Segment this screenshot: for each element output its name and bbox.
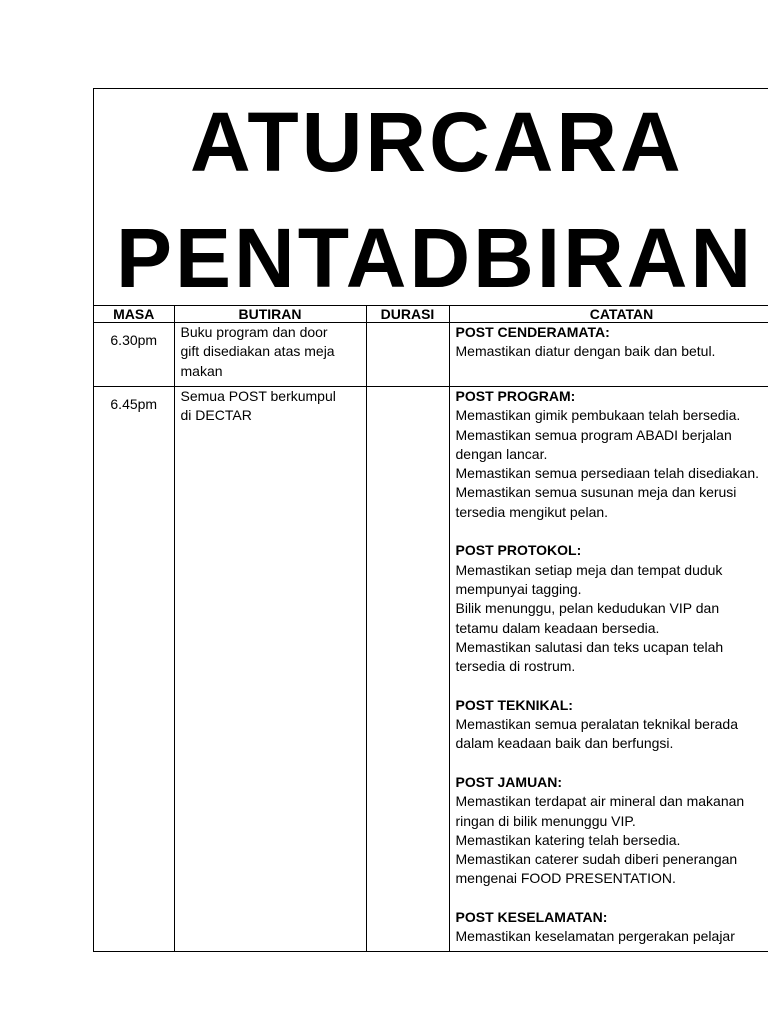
note-line: tetamu dalam keadaan bersedia. xyxy=(455,619,660,636)
note-heading: POST CENDERAMATA: xyxy=(455,324,610,340)
note-line: Memastikan caterer sudah diberi penerangan xyxy=(455,851,738,868)
butiran-line: di DECTAR xyxy=(180,407,252,424)
note-heading: POST KESELAMATAN: xyxy=(455,909,608,926)
note-line: dengan lancar. xyxy=(455,445,548,462)
cell-butiran xyxy=(174,387,366,952)
table-row xyxy=(94,387,768,952)
title-line-1: ATURCARA xyxy=(190,95,684,189)
title-line-2: PENTADBIRAN xyxy=(116,211,755,305)
note-line: Memastikan terdapat air mineral dan makanan xyxy=(455,793,745,810)
title-block xyxy=(94,89,768,306)
spacer xyxy=(456,676,768,695)
cell-catatan xyxy=(449,387,768,952)
note-line: Memastikan setiap meja dan tempat duduk xyxy=(455,561,723,578)
spacer xyxy=(456,889,768,908)
spacer xyxy=(456,754,768,773)
note-line: Memastikan semua peralatan teknikal berada xyxy=(455,716,738,733)
note-line: Memastikan semua persediaan telah disediakan. xyxy=(455,465,760,482)
cell-catatan xyxy=(449,323,768,387)
spacer xyxy=(456,522,768,541)
header-masa: MASA xyxy=(94,306,174,323)
note-line: tersedia di rostrum. xyxy=(455,658,576,675)
note-line: Memastikan katering telah bersedia. xyxy=(455,831,681,848)
header-catatan: CATATAN xyxy=(449,306,768,323)
schedule-document xyxy=(93,88,768,952)
table-header-row xyxy=(94,306,768,323)
note-heading: POST PROGRAM: xyxy=(455,388,576,404)
note-heading: POST JAMUAN: xyxy=(455,773,563,790)
note-line: dalam keadaan baik dan berfungsi. xyxy=(455,735,674,752)
note-line: ringan di bilik menunggu VIP. xyxy=(455,812,636,829)
cell-butiran xyxy=(174,323,366,387)
header-butiran: BUTIRAN xyxy=(174,306,366,323)
note-line: tersedia mengikut pelan. xyxy=(455,503,609,520)
table-row xyxy=(94,323,768,387)
butiran-line: Semua POST berkumpul xyxy=(180,388,336,404)
cell-masa: 6.45pm xyxy=(94,387,174,952)
note-line: mempunyai tagging. xyxy=(455,580,582,597)
header-durasi: DURASI xyxy=(366,306,449,323)
note-line: Memastikan salutasi dan teks ucapan telah xyxy=(455,638,724,655)
note-line: Bilik menunggu, pelan kedudukan VIP dan xyxy=(455,600,720,617)
cell-masa: 6.30pm xyxy=(94,323,174,387)
schedule-table xyxy=(94,306,768,952)
note-heading: POST PROTOKOL: xyxy=(455,542,582,559)
note-line: Memastikan diatur dengan baik dan betul. xyxy=(455,343,716,360)
note-line: mengenai FOOD PRESENTATION. xyxy=(455,870,676,887)
cell-durasi xyxy=(366,323,449,387)
cell-durasi xyxy=(366,387,449,952)
note-line: Memastikan semua susunan meja dan kerusi xyxy=(455,484,737,501)
note-line: Memastikan gimik pembukaan telah bersedia. xyxy=(455,407,741,424)
note-line: Memastikan keselamatan pergerakan pelajar xyxy=(455,928,735,945)
butiran-line: Buku program dan door xyxy=(180,324,328,340)
note-line: Memastikan semua program ABADI berjalan xyxy=(455,426,732,443)
butiran-line: gift disediakan atas meja xyxy=(180,343,335,360)
butiran-line: makan xyxy=(180,362,223,379)
note-heading: POST TEKNIKAL: xyxy=(455,696,573,713)
